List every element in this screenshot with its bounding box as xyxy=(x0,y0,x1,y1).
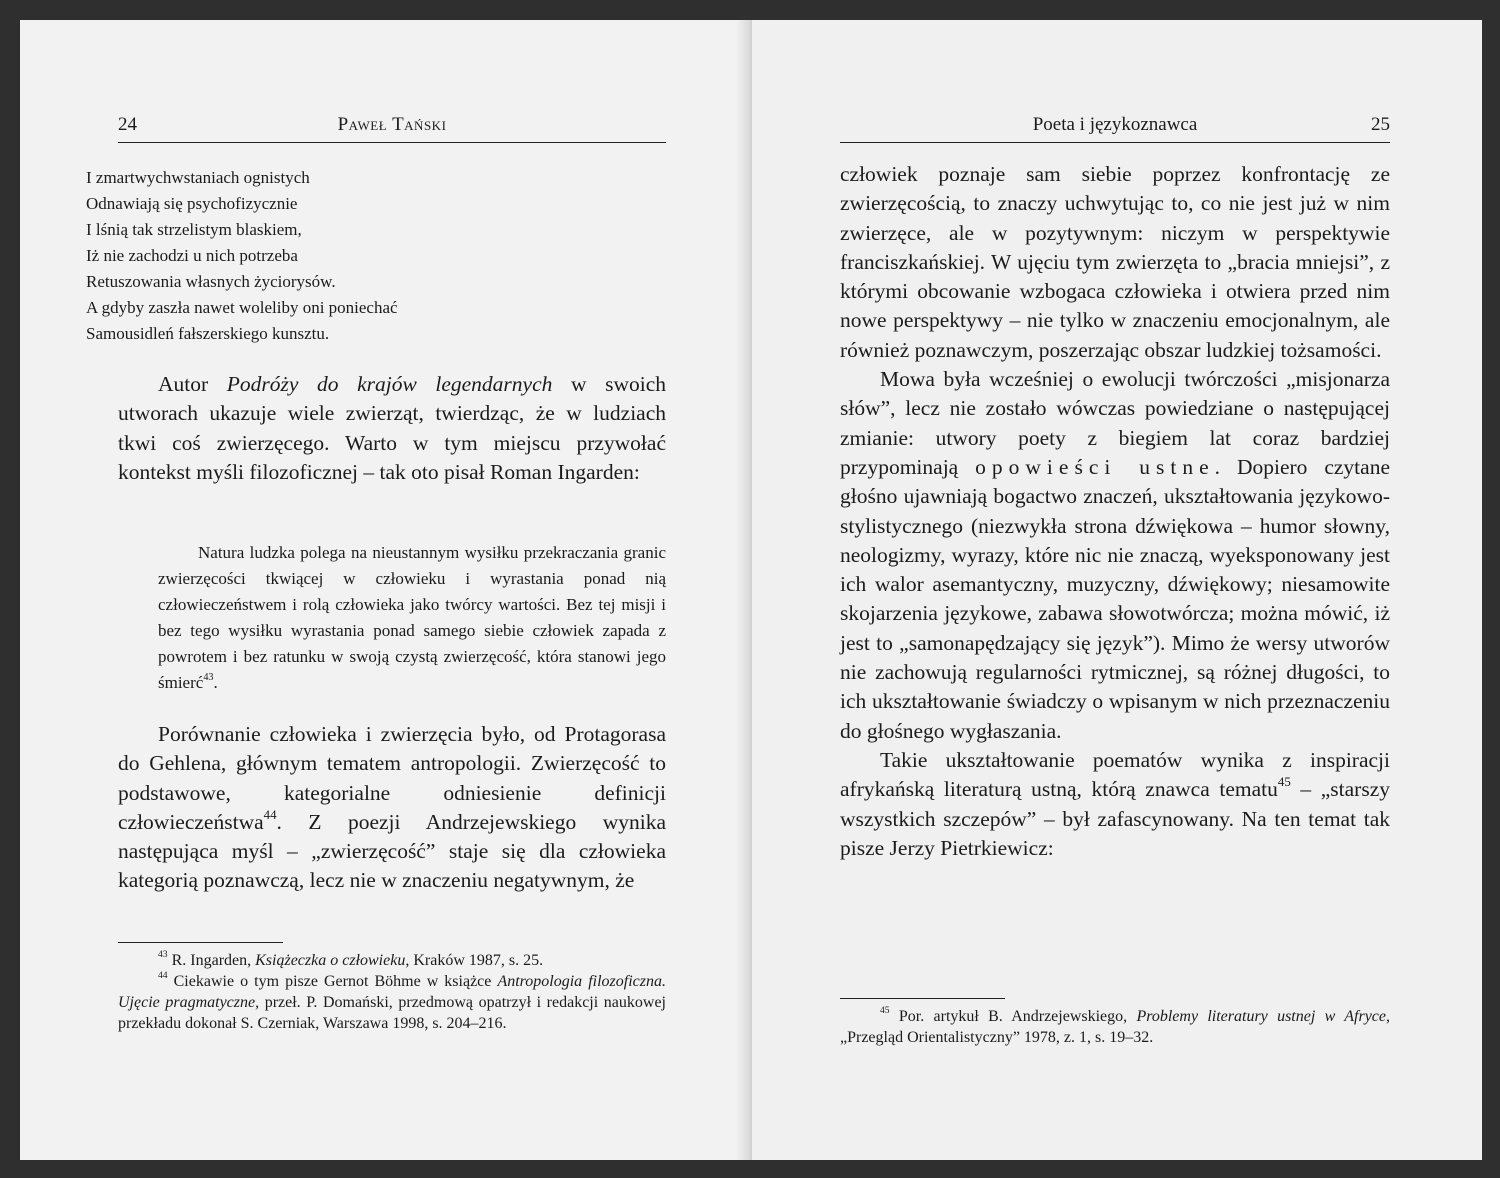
right-footnote-rule xyxy=(840,998,1005,999)
ingarden-quote: Natura ludzka polega na nieustannym wysiłku przekraczania granic zwierzęcości tkwiącej w człowieku i wyrastania ponad nią człowieczeństwem i rolą człowieka jako twórcy wartości. Bez tej misji i bez tego wysiłku wyrastania ponad samego siebie człowiek zapada z powrotem i bez ratunku w swoją czystą zwierzęcość, która stanowi jego śmierć$^{43}$. xyxy=(158,543,666,692)
right-body-paragraph-1: człowiek poznaje sam siebie poprzez konfrontację ze zwierzęcością, to znaczy uchwytując to, co nie jest już w nim zwierzęce, ale w pozytywnym: niczym w perspektywie franciszkańskiej. W ujęciu tym zwierzęta to „bracia mniejsi”, z którymi obcowanie wzbogaca człowieka i otwiera przed nim nowe perspektywy – nie tylko w znaczeniu emocjonalnym, ale również poznawczym, poszerzając obszar ludzkiej tożsamości. xyxy=(840,162,1390,362)
right-running-header xyxy=(840,114,1390,143)
left-page-number: 24 xyxy=(118,114,137,135)
poem-line: Odnawiają się psychofizycznie xyxy=(86,194,298,213)
left-footnote-rule xyxy=(118,942,283,943)
footnote-45: $^{45}$ Por. artykuł B. Andrzejewskiego, Problemy literatury ustnej w Afryce, „Przegląd Orientalistyczny” 1978, z. 1, s. 19–32. xyxy=(840,1005,1390,1046)
poem-line: Iż nie zachodzi u nich potrzeba xyxy=(86,246,298,265)
right-body-text xyxy=(840,160,1390,863)
left-footnotes xyxy=(118,950,666,1034)
poem-line: I zmartwychwstaniach ognistych xyxy=(86,168,310,187)
spaced-emphasis: opowieści ustne xyxy=(975,454,1215,479)
poem-line: Samousidleń fałszerskiego kunsztu. xyxy=(86,324,330,343)
footnote-ref-45: 45 xyxy=(1277,775,1291,790)
left-running-header xyxy=(118,114,666,143)
right-page xyxy=(752,20,1482,1160)
book-spread xyxy=(20,20,1482,1160)
left-page xyxy=(20,20,746,1160)
left-body-paragraph-2: Porównanie człowieka i zwierzęcia było, od Protagorasa do Gehlena, głównym tematem antropologii. Zwierzęcość to podstawowe, kategorialne odniesienie definicji człowieczeństwa$^{44}$. Z poezji Andrzejewskiego wynika następująca myśl – „zwierzęcość” staje się dla człowieka kategorią poznawczą, lecz nie w znaczeniu negatywnym, że xyxy=(118,722,666,893)
poem-line: I lśnią tak strzelistym blaskiem, xyxy=(86,220,302,239)
right-body-paragraph-2: Mowa była wcześniej o ewolucji twórczości „misjonarza słów”, lecz nie zostało wówczas powiedziane o następującej zmianie: utwory poety z biegiem lat coraz bardziej przypominają opowieści ustne. Dopiero czytane głośno ujawniają bogactwo znaczeń, ukształtowania językowo-stylistycznego (niezwykła strona dźwiękowa – humor słowny, neologizmy, wyrazy, które nic nie znaczą, wyeksponowany jest ich walor asemantyczny, muzyczny, dźwiękowy; niesamowite skojarzenia językowe, zabawa słowotwórcza; można mówić, iż jest to „samonapędzający się język”). Mimo że wersy utworów nie zachowują regularności rytmicznej, są różnej długości, to ich ukształtowanie świadczy o wpisanym w nich przeznaczeniu do głośnego wygłaszania. xyxy=(840,367,1390,743)
poem-excerpt xyxy=(86,165,398,347)
footnote-ref-43: 43 xyxy=(203,671,214,683)
poem-line: Retuszowania własnych życiorysów. xyxy=(86,272,336,291)
footnote-44: $^{44}$ Ciekawie o tym pisze Gernot Böhme w książce Antropologia filozoficzna. Ujęcie pragmatyczne, przeł. P. Domański, przedmową opatrzył i redakcji naukowej przekładu dokonał S. Czerniak, Warszawa 1998, s. 204–216. xyxy=(118,970,667,1032)
left-body-paragraph-1: Autor Podróży do krajów legendarnych w swoich utworach ukazuje wiele zwierząt, twierdząc, że w ludziach tkwi coś zwierzęcego. Warto w tym miejscu przywołać kontekst myśli filozoficznej – tak oto pisał Roman Ingarden: xyxy=(118,372,666,484)
poem-line: A gdyby zaszła nawet woleliby oni poniechać xyxy=(86,298,398,317)
left-running-head-author: Paweł Tański xyxy=(337,114,447,135)
right-running-head-title: Poeta i językoznawca xyxy=(1032,114,1198,135)
book-title-italic: Podróży do krajów legendarnych xyxy=(226,372,553,396)
footnote-43: $^{43}$ R. Ingarden, Książeczka o człowieku, Kraków 1987, s. 25. xyxy=(158,949,544,969)
right-body-paragraph-3: Takie ukształtowanie poematów wynika z inspiracji afrykańską literaturą ustną, którą znawca tematu$^{45}$ – „starszy wszystkich szczepów” – był zafascynowany. Na ten temat tak pisze Jerzy Pietrkiewicz: xyxy=(840,747,1390,860)
right-footnotes xyxy=(840,1006,1390,1048)
footnote-ref-44: 44 xyxy=(263,807,277,822)
right-page-number: 25 xyxy=(1371,114,1390,135)
